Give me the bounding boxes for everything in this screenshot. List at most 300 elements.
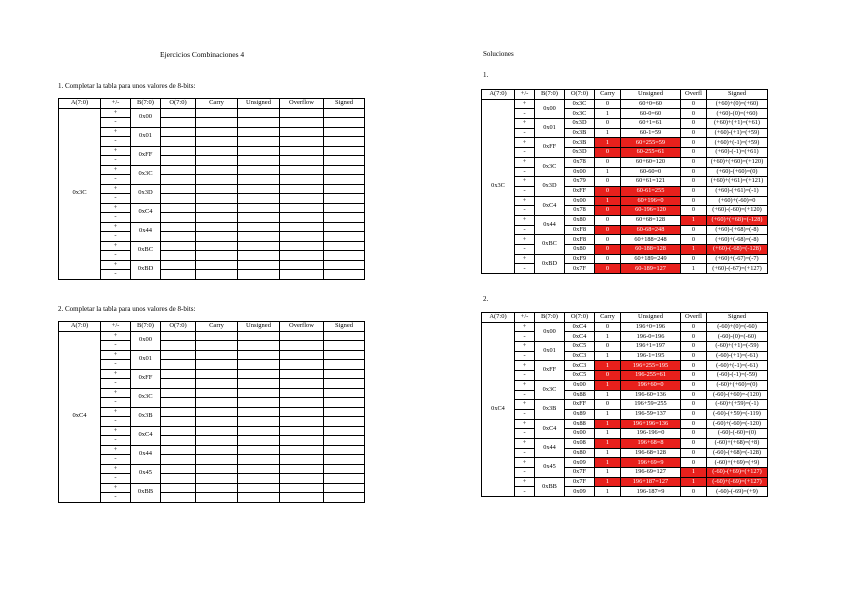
overflow-answer-cell[interactable] xyxy=(280,156,324,166)
carry-answer-cell[interactable] xyxy=(196,260,238,270)
operation-sign: - xyxy=(101,251,131,261)
unsigned-value: 196-59=137 xyxy=(621,409,681,419)
carry-answer-cell[interactable] xyxy=(196,165,238,175)
overflow-answer-cell[interactable] xyxy=(280,483,324,493)
overflow-value: 0 xyxy=(681,409,707,419)
signed-answer-cell[interactable] xyxy=(324,232,365,242)
unsigned-answer-cell[interactable] xyxy=(238,165,280,175)
o-answer-cell[interactable] xyxy=(161,464,196,474)
table-row xyxy=(482,196,768,206)
overflow-answer-cell[interactable] xyxy=(280,137,324,147)
unsigned-answer-cell[interactable] xyxy=(238,108,280,118)
header-row xyxy=(482,313,768,323)
table-row xyxy=(59,417,365,427)
overflow-answer-cell[interactable] xyxy=(280,241,324,251)
carry-answer-cell[interactable] xyxy=(196,369,238,379)
carry-answer-cell[interactable] xyxy=(196,350,238,360)
unsigned-value: 60-255=61 xyxy=(621,148,681,158)
unsigned-answer-cell[interactable] xyxy=(238,260,280,270)
operation-sign: - xyxy=(101,156,131,166)
carry-answer-cell[interactable] xyxy=(196,270,238,280)
carry-answer-cell[interactable] xyxy=(196,203,238,213)
overflow-answer-cell[interactable] xyxy=(280,146,324,156)
overflow-answer-cell[interactable] xyxy=(280,474,324,484)
signed-answer-cell[interactable] xyxy=(324,493,365,503)
o-answer-cell[interactable] xyxy=(161,445,196,455)
solution-1-table xyxy=(481,89,768,274)
column-header: A(7:0) xyxy=(59,322,101,332)
overflow-answer-cell[interactable] xyxy=(280,203,324,213)
table-row xyxy=(482,468,768,478)
signed-answer-cell[interactable] xyxy=(324,222,365,232)
o-answer-cell[interactable] xyxy=(161,194,196,204)
o-answer-cell[interactable] xyxy=(161,165,196,175)
carry-answer-cell[interactable] xyxy=(196,445,238,455)
b-value: 0xFF xyxy=(535,138,565,157)
unsigned-answer-cell[interactable] xyxy=(238,213,280,223)
unsigned-value: 60+1=61 xyxy=(621,119,681,129)
unsigned-value: 196+187=127 xyxy=(621,477,681,487)
signed-answer-cell[interactable] xyxy=(324,388,365,398)
operation-sign: + xyxy=(101,260,131,270)
o-value: 0x80 xyxy=(565,245,595,255)
table-row xyxy=(482,487,768,497)
unsigned-answer-cell[interactable] xyxy=(238,464,280,474)
carry-answer-cell[interactable] xyxy=(196,436,238,446)
carry-answer-cell[interactable] xyxy=(196,194,238,204)
operation-sign: + xyxy=(515,119,535,129)
overflow-answer-cell[interactable] xyxy=(280,445,324,455)
o-answer-cell[interactable] xyxy=(161,184,196,194)
o-answer-cell[interactable] xyxy=(161,398,196,408)
operation-sign: - xyxy=(101,455,131,465)
operation-sign: + xyxy=(101,464,131,474)
exercise-2-table xyxy=(58,321,365,503)
signed-value: (-60)+(+59)=(-1) xyxy=(707,400,768,410)
overflow-answer-cell[interactable] xyxy=(280,232,324,242)
b-value: 0xC4 xyxy=(535,419,565,438)
operation-sign: - xyxy=(515,468,535,478)
unsigned-answer-cell[interactable] xyxy=(238,474,280,484)
signed-answer-cell[interactable] xyxy=(324,127,365,137)
unsigned-answer-cell[interactable] xyxy=(238,331,280,341)
o-answer-cell[interactable] xyxy=(161,175,196,185)
o-answer-cell[interactable] xyxy=(161,118,196,128)
o-answer-cell[interactable] xyxy=(161,331,196,341)
carry-answer-cell[interactable] xyxy=(196,474,238,484)
o-value: 0x00 xyxy=(565,380,595,390)
overflow-answer-cell[interactable] xyxy=(280,417,324,427)
o-answer-cell[interactable] xyxy=(161,436,196,446)
carry-answer-cell[interactable] xyxy=(196,464,238,474)
overflow-answer-cell[interactable] xyxy=(280,251,324,261)
carry-answer-cell[interactable] xyxy=(196,251,238,261)
unsigned-answer-cell[interactable] xyxy=(238,241,280,251)
operation-sign: - xyxy=(515,409,535,419)
overflow-answer-cell[interactable] xyxy=(280,165,324,175)
unsigned-answer-cell[interactable] xyxy=(238,426,280,436)
unsigned-answer-cell[interactable] xyxy=(238,232,280,242)
table-row xyxy=(482,138,768,148)
overflow-answer-cell[interactable] xyxy=(280,379,324,389)
unsigned-value: 60+189=249 xyxy=(621,254,681,264)
carry-value: 1 xyxy=(595,351,621,361)
overflow-value: 0 xyxy=(681,438,707,448)
operation-sign: + xyxy=(101,388,131,398)
table-row xyxy=(482,264,768,274)
o-answer-cell[interactable] xyxy=(161,360,196,370)
overflow-answer-cell[interactable] xyxy=(280,369,324,379)
overflow-answer-cell[interactable] xyxy=(280,426,324,436)
carry-value: 1 xyxy=(595,409,621,419)
operation-sign: - xyxy=(101,417,131,427)
overflow-value: 0 xyxy=(681,167,707,177)
unsigned-answer-cell[interactable] xyxy=(238,360,280,370)
table-row xyxy=(59,108,365,118)
signed-answer-cell[interactable] xyxy=(324,360,365,370)
unsigned-answer-cell[interactable] xyxy=(238,436,280,446)
operation-sign: + xyxy=(515,157,535,167)
carry-answer-cell[interactable] xyxy=(196,417,238,427)
carry-answer-cell[interactable] xyxy=(196,426,238,436)
operation-sign: + xyxy=(515,322,535,332)
overflow-answer-cell[interactable] xyxy=(280,398,324,408)
table-row xyxy=(59,156,365,166)
signed-answer-cell[interactable] xyxy=(324,118,365,128)
signed-value: (+60)+(-68)=(-8) xyxy=(707,235,768,245)
overflow-answer-cell[interactable] xyxy=(280,194,324,204)
carry-answer-cell[interactable] xyxy=(196,360,238,370)
o-answer-cell[interactable] xyxy=(161,232,196,242)
overflow-answer-cell[interactable] xyxy=(280,464,324,474)
o-answer-cell[interactable] xyxy=(161,270,196,280)
overflow-value: 0 xyxy=(681,119,707,129)
operation-sign: + xyxy=(515,458,535,468)
overflow-answer-cell[interactable] xyxy=(280,118,324,128)
o-answer-cell[interactable] xyxy=(161,474,196,484)
carry-answer-cell[interactable] xyxy=(196,222,238,232)
table-row xyxy=(59,241,365,251)
o-value: 0xC5 xyxy=(565,342,595,352)
table-row xyxy=(59,146,365,156)
overflow-value: 1 xyxy=(681,245,707,255)
table-row xyxy=(59,270,365,280)
overflow-answer-cell[interactable] xyxy=(280,455,324,465)
operation-sign: + xyxy=(101,165,131,175)
b-value: 0x44 xyxy=(131,222,161,241)
unsigned-value: 196-60=136 xyxy=(621,390,681,400)
table-row xyxy=(482,371,768,381)
carry-answer-cell[interactable] xyxy=(196,493,238,503)
unsigned-answer-cell[interactable] xyxy=(238,379,280,389)
signed-answer-cell[interactable] xyxy=(324,483,365,493)
o-value: 0x78 xyxy=(565,206,595,216)
table-row xyxy=(59,398,365,408)
carry-answer-cell[interactable] xyxy=(196,175,238,185)
unsigned-answer-cell[interactable] xyxy=(238,222,280,232)
carry-answer-cell[interactable] xyxy=(196,483,238,493)
unsigned-value: 196-1=195 xyxy=(621,351,681,361)
overflow-answer-cell[interactable] xyxy=(280,493,324,503)
unsigned-answer-cell[interactable] xyxy=(238,251,280,261)
signed-answer-cell[interactable] xyxy=(324,137,365,147)
operation-sign: - xyxy=(101,270,131,280)
o-answer-cell[interactable] xyxy=(161,260,196,270)
operation-sign: - xyxy=(101,436,131,446)
unsigned-answer-cell[interactable] xyxy=(238,137,280,147)
header-row xyxy=(59,322,365,332)
carry-answer-cell[interactable] xyxy=(196,118,238,128)
table-row xyxy=(482,128,768,138)
a-value: 0x3C xyxy=(482,99,515,273)
o-value: 0x7F xyxy=(565,477,595,487)
o-answer-cell[interactable] xyxy=(161,213,196,223)
operation-sign: + xyxy=(515,419,535,429)
carry-answer-cell[interactable] xyxy=(196,156,238,166)
table-row xyxy=(59,464,365,474)
signed-value: (+60)-(-68)=(-128) xyxy=(707,245,768,255)
unsigned-answer-cell[interactable] xyxy=(238,493,280,503)
signed-answer-cell[interactable] xyxy=(324,108,365,118)
signed-answer-cell[interactable] xyxy=(324,203,365,213)
overflow-answer-cell[interactable] xyxy=(280,270,324,280)
o-answer-cell[interactable] xyxy=(161,156,196,166)
unsigned-answer-cell[interactable] xyxy=(238,455,280,465)
overflow-answer-cell[interactable] xyxy=(280,184,324,194)
signed-value: (+60)+(+68)=(-128) xyxy=(707,215,768,225)
operation-sign: + xyxy=(101,203,131,213)
overflow-value: 0 xyxy=(681,206,707,216)
o-answer-cell[interactable] xyxy=(161,369,196,379)
o-value: 0x3C xyxy=(565,99,595,109)
signed-answer-cell[interactable] xyxy=(324,464,365,474)
overflow-value: 0 xyxy=(681,458,707,468)
signed-answer-cell[interactable] xyxy=(324,260,365,270)
signed-value: (-60)+(-60)=(-120) xyxy=(707,419,768,429)
signed-answer-cell[interactable] xyxy=(324,146,365,156)
unsigned-answer-cell[interactable] xyxy=(238,127,280,137)
overflow-answer-cell[interactable] xyxy=(280,331,324,341)
signed-answer-cell[interactable] xyxy=(324,398,365,408)
operation-sign: + xyxy=(515,438,535,448)
o-answer-cell[interactable] xyxy=(161,455,196,465)
unsigned-answer-cell[interactable] xyxy=(238,146,280,156)
table-row xyxy=(482,477,768,487)
signed-value: (+60)+(-60)=0 xyxy=(707,196,768,206)
unsigned-value: 196+68=8 xyxy=(621,438,681,448)
signed-answer-cell[interactable] xyxy=(324,270,365,280)
carry-answer-cell[interactable] xyxy=(196,407,238,417)
unsigned-answer-cell[interactable] xyxy=(238,398,280,408)
signed-answer-cell[interactable] xyxy=(324,426,365,436)
unsigned-answer-cell[interactable] xyxy=(238,118,280,128)
unsigned-answer-cell[interactable] xyxy=(238,341,280,351)
signed-answer-cell[interactable] xyxy=(324,241,365,251)
b-value: 0x00 xyxy=(131,331,161,350)
signed-answer-cell[interactable] xyxy=(324,369,365,379)
b-value: 0xBD xyxy=(535,254,565,273)
unsigned-answer-cell[interactable] xyxy=(238,483,280,493)
o-answer-cell[interactable] xyxy=(161,146,196,156)
signed-answer-cell[interactable] xyxy=(324,156,365,166)
signed-answer-cell[interactable] xyxy=(324,194,365,204)
signed-value: (-60)+(-69)=(+127) xyxy=(707,477,768,487)
overflow-answer-cell[interactable] xyxy=(280,108,324,118)
a-value: 0xC4 xyxy=(59,331,101,502)
o-answer-cell[interactable] xyxy=(161,241,196,251)
b-value: 0x3B xyxy=(131,407,161,426)
signed-answer-cell[interactable] xyxy=(324,379,365,389)
o-answer-cell[interactable] xyxy=(161,341,196,351)
carry-value: 1 xyxy=(595,477,621,487)
operation-sign: - xyxy=(515,225,535,235)
table-row xyxy=(59,407,365,417)
unsigned-answer-cell[interactable] xyxy=(238,445,280,455)
carry-answer-cell[interactable] xyxy=(196,341,238,351)
solution-2-table xyxy=(481,312,768,497)
table-row xyxy=(482,245,768,255)
o-answer-cell[interactable] xyxy=(161,493,196,503)
unsigned-answer-cell[interactable] xyxy=(238,369,280,379)
overflow-answer-cell[interactable] xyxy=(280,388,324,398)
carry-value: 1 xyxy=(595,138,621,148)
unsigned-answer-cell[interactable] xyxy=(238,270,280,280)
signed-value: (-60)+(-1)=(-61) xyxy=(707,361,768,371)
table-row xyxy=(482,322,768,332)
signed-value: (+60)+(0)=(+60) xyxy=(707,99,768,109)
signed-answer-cell[interactable] xyxy=(324,184,365,194)
unsigned-value: 60-189=127 xyxy=(621,264,681,274)
signed-answer-cell[interactable] xyxy=(324,251,365,261)
carry-answer-cell[interactable] xyxy=(196,331,238,341)
carry-answer-cell[interactable] xyxy=(196,184,238,194)
overflow-value: 1 xyxy=(681,215,707,225)
overflow-value: 0 xyxy=(681,186,707,196)
carry-value: 0 xyxy=(595,215,621,225)
signed-value: (-60)+(+1)=(-59) xyxy=(707,342,768,352)
overflow-answer-cell[interactable] xyxy=(280,222,324,232)
table-row xyxy=(59,213,365,223)
table-row xyxy=(482,438,768,448)
carry-answer-cell[interactable] xyxy=(196,213,238,223)
table-row xyxy=(482,225,768,235)
overflow-answer-cell[interactable] xyxy=(280,175,324,185)
table-row xyxy=(59,388,365,398)
carry-answer-cell[interactable] xyxy=(196,455,238,465)
operation-sign: - xyxy=(101,493,131,503)
unsigned-answer-cell[interactable] xyxy=(238,194,280,204)
unsigned-answer-cell[interactable] xyxy=(238,350,280,360)
operation-sign: + xyxy=(101,108,131,118)
unsigned-answer-cell[interactable] xyxy=(238,184,280,194)
carry-answer-cell[interactable] xyxy=(196,127,238,137)
signed-answer-cell[interactable] xyxy=(324,350,365,360)
o-value: 0x88 xyxy=(565,390,595,400)
unsigned-answer-cell[interactable] xyxy=(238,175,280,185)
overflow-answer-cell[interactable] xyxy=(280,350,324,360)
signed-answer-cell[interactable] xyxy=(324,175,365,185)
o-answer-cell[interactable] xyxy=(161,108,196,118)
b-value: 0x01 xyxy=(535,342,565,361)
carry-value: 0 xyxy=(595,206,621,216)
b-value: 0xC4 xyxy=(131,203,161,222)
carry-answer-cell[interactable] xyxy=(196,108,238,118)
overflow-answer-cell[interactable] xyxy=(280,213,324,223)
o-answer-cell[interactable] xyxy=(161,417,196,427)
unsigned-value: 60+196=0 xyxy=(621,196,681,206)
o-answer-cell[interactable] xyxy=(161,379,196,389)
signed-value: (-60)-(+60)=-(120) xyxy=(707,390,768,400)
overflow-answer-cell[interactable] xyxy=(280,436,324,446)
unsigned-value: 60-1=59 xyxy=(621,128,681,138)
table-row xyxy=(59,184,365,194)
signed-answer-cell[interactable] xyxy=(324,445,365,455)
column-header: A(7:0) xyxy=(482,90,515,100)
overflow-value: 0 xyxy=(681,390,707,400)
carry-answer-cell[interactable] xyxy=(196,146,238,156)
o-answer-cell[interactable] xyxy=(161,127,196,137)
signed-answer-cell[interactable] xyxy=(324,455,365,465)
signed-answer-cell[interactable] xyxy=(324,165,365,175)
overflow-value: 0 xyxy=(681,448,707,458)
overflow-answer-cell[interactable] xyxy=(280,260,324,270)
overflow-answer-cell[interactable] xyxy=(280,127,324,137)
carry-answer-cell[interactable] xyxy=(196,388,238,398)
o-answer-cell[interactable] xyxy=(161,483,196,493)
column-header: O(7:0) xyxy=(565,313,595,323)
signed-answer-cell[interactable] xyxy=(324,331,365,341)
carry-answer-cell[interactable] xyxy=(196,379,238,389)
operation-sign: - xyxy=(101,474,131,484)
o-value: 0x09 xyxy=(565,487,595,497)
overflow-answer-cell[interactable] xyxy=(280,407,324,417)
carry-answer-cell[interactable] xyxy=(196,232,238,242)
signed-answer-cell[interactable] xyxy=(324,417,365,427)
signed-answer-cell[interactable] xyxy=(324,474,365,484)
o-answer-cell[interactable] xyxy=(161,407,196,417)
table-row xyxy=(482,177,768,187)
overflow-answer-cell[interactable] xyxy=(280,341,324,351)
unsigned-answer-cell[interactable] xyxy=(238,388,280,398)
overflow-answer-cell[interactable] xyxy=(280,360,324,370)
unsigned-answer-cell[interactable] xyxy=(238,407,280,417)
o-answer-cell[interactable] xyxy=(161,388,196,398)
operation-sign: - xyxy=(515,448,535,458)
carry-answer-cell[interactable] xyxy=(196,137,238,147)
o-answer-cell[interactable] xyxy=(161,251,196,261)
carry-value: 1 xyxy=(595,390,621,400)
o-answer-cell[interactable] xyxy=(161,203,196,213)
operation-sign: - xyxy=(515,264,535,274)
unsigned-answer-cell[interactable] xyxy=(238,203,280,213)
o-answer-cell[interactable] xyxy=(161,350,196,360)
table-row xyxy=(482,215,768,225)
exercise-1-table xyxy=(58,98,365,280)
signed-answer-cell[interactable] xyxy=(324,341,365,351)
o-answer-cell[interactable] xyxy=(161,222,196,232)
table-row xyxy=(59,436,365,446)
o-answer-cell[interactable] xyxy=(161,426,196,436)
carry-answer-cell[interactable] xyxy=(196,241,238,251)
unsigned-answer-cell[interactable] xyxy=(238,417,280,427)
carry-answer-cell[interactable] xyxy=(196,398,238,408)
unsigned-answer-cell[interactable] xyxy=(238,156,280,166)
signed-answer-cell[interactable] xyxy=(324,213,365,223)
o-answer-cell[interactable] xyxy=(161,137,196,147)
table-row xyxy=(59,137,365,147)
signed-answer-cell[interactable] xyxy=(324,407,365,417)
signed-answer-cell[interactable] xyxy=(324,436,365,446)
